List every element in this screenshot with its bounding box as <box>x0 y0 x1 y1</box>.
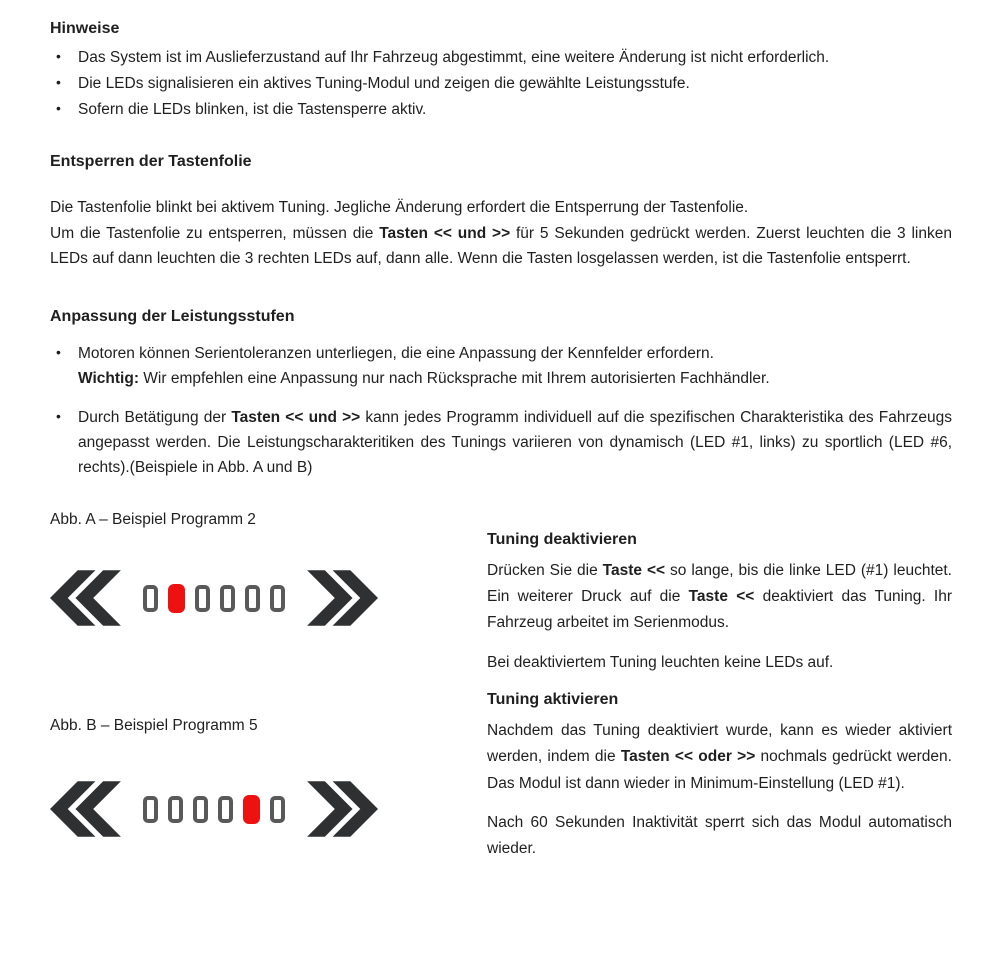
bullet-item: • Sofern die LEDs blinken, ist die Tastensperre aktiv. <box>78 97 952 122</box>
figure-b-label: Abb. B – Beispiel Programm 5 <box>50 717 258 735</box>
led-strip <box>143 795 285 824</box>
bottom-columns <box>50 508 952 863</box>
led-2 <box>168 796 183 823</box>
led-2-active <box>168 584 185 613</box>
led-5-active <box>243 795 260 824</box>
led-3 <box>195 585 210 612</box>
section-tuning-aktivieren <box>487 691 952 863</box>
section-title-entsperren: Entsperren der Tastenfolie <box>50 153 252 171</box>
led-6 <box>270 585 285 612</box>
entsperren-text <box>50 195 952 272</box>
section-entsperren <box>50 153 952 272</box>
section-hinweise <box>50 20 952 122</box>
paragraph: Drücken Sie die Taste << so lange, bis die linke LED (#1) leuchtet. Ein weiterer Druck auf die Taste << deaktiviert das Tuning. Ihr Fahrzeug arbeitet im Serienmodus. <box>487 561 952 632</box>
paragraph: Wichtig: Wir empfehlen eine Anpassung nur nach Rücksprache mit Ihrem autorisierten Fachhändler. <box>78 370 770 388</box>
paragraph: Bei deaktiviertem Tuning leuchten keine LEDs auf. <box>487 653 834 671</box>
bullet-item: • Die LEDs signalisieren ein aktives Tuning-Modul und zeigen die gewählte Leistungsstufe. <box>78 71 952 96</box>
double-chevron-right-icon <box>306 556 378 640</box>
figure-a-graphic <box>50 553 487 643</box>
paragraph: Um die Tastenfolie zu entsperren, müssen die Tasten << und >> für 5 Sekunden gedrückt werden. Zuerst leuchten die 3 linken LEDs auf dann leuchten die 3 rechten LEDs auf, dann alle. Wenn die Tasten losgelassen werden, ist die Tastenfolie entsperrt. <box>50 224 952 268</box>
section-title-hinweise: Hinweise <box>50 20 120 37</box>
led-1 <box>143 585 158 612</box>
led-6 <box>270 796 285 823</box>
bullet-item: • Das System ist im Auslieferzustand auf Ihr Fahrzeug abgestimmt, eine weitere Änderung ist nicht erforderlich. <box>78 45 952 70</box>
section-title-anpassung: Anpassung der Leistungsstufen <box>50 308 295 326</box>
led-1 <box>143 796 158 823</box>
hinweise-bullet-list <box>50 45 952 122</box>
paragraph: Die Tastenfolie blinkt bei aktivem Tuning. Jegliche Änderung erfordert die Entsperrung der Tastenfolie. <box>50 199 749 217</box>
figures-column <box>50 508 487 863</box>
led-4 <box>220 585 235 612</box>
double-chevron-left-icon <box>50 556 122 640</box>
section-anpassung <box>50 308 952 481</box>
double-chevron-right-icon <box>306 767 378 851</box>
bullet-item: • Durch Betätigung der Tasten << und >> kann jedes Programm individuell auf die spezifischen Charakteristika des Fahrzeugs angepasst werden. Die Leistungscharakteritiken des Tunings variieren von dynamisch (LED #1, links) zu sportlich (LED #6, rechts).(Beispiele in Abb. A und B) <box>78 405 952 480</box>
paragraph: • Motoren können Serientoleranzen unterliegen, die eine Anpassung der Kennfelder erfordern. <box>78 345 714 363</box>
paragraph: Nach 60 Sekunden Inaktivität sperrt sich das Modul automatisch wieder. <box>487 813 952 858</box>
figure-a-label: Abb. A – Beispiel Programm 2 <box>50 510 256 528</box>
anpassung-bullet-list <box>50 341 952 481</box>
bullet-item <box>78 341 952 391</box>
tuning-column <box>487 508 952 863</box>
led-5 <box>245 585 260 612</box>
double-chevron-left-icon <box>50 767 122 851</box>
section-title-tuning-aktivieren: Tuning aktivieren <box>487 690 619 708</box>
section-title-tuning-deaktivieren: Tuning deaktivieren <box>487 530 637 548</box>
figure-b-graphic <box>50 764 487 854</box>
paragraph: Nachdem das Tuning deaktiviert wurde, kann es wieder aktiviert werden, indem die Tasten << oder >> nochmals gedrückt werden. Das Modul ist dann wieder in Minimum-Einstellung (LED #1). <box>487 721 952 792</box>
section-tuning-deaktivieren <box>487 531 952 676</box>
led-4 <box>218 796 233 823</box>
led-3 <box>193 796 208 823</box>
led-strip <box>143 584 285 613</box>
